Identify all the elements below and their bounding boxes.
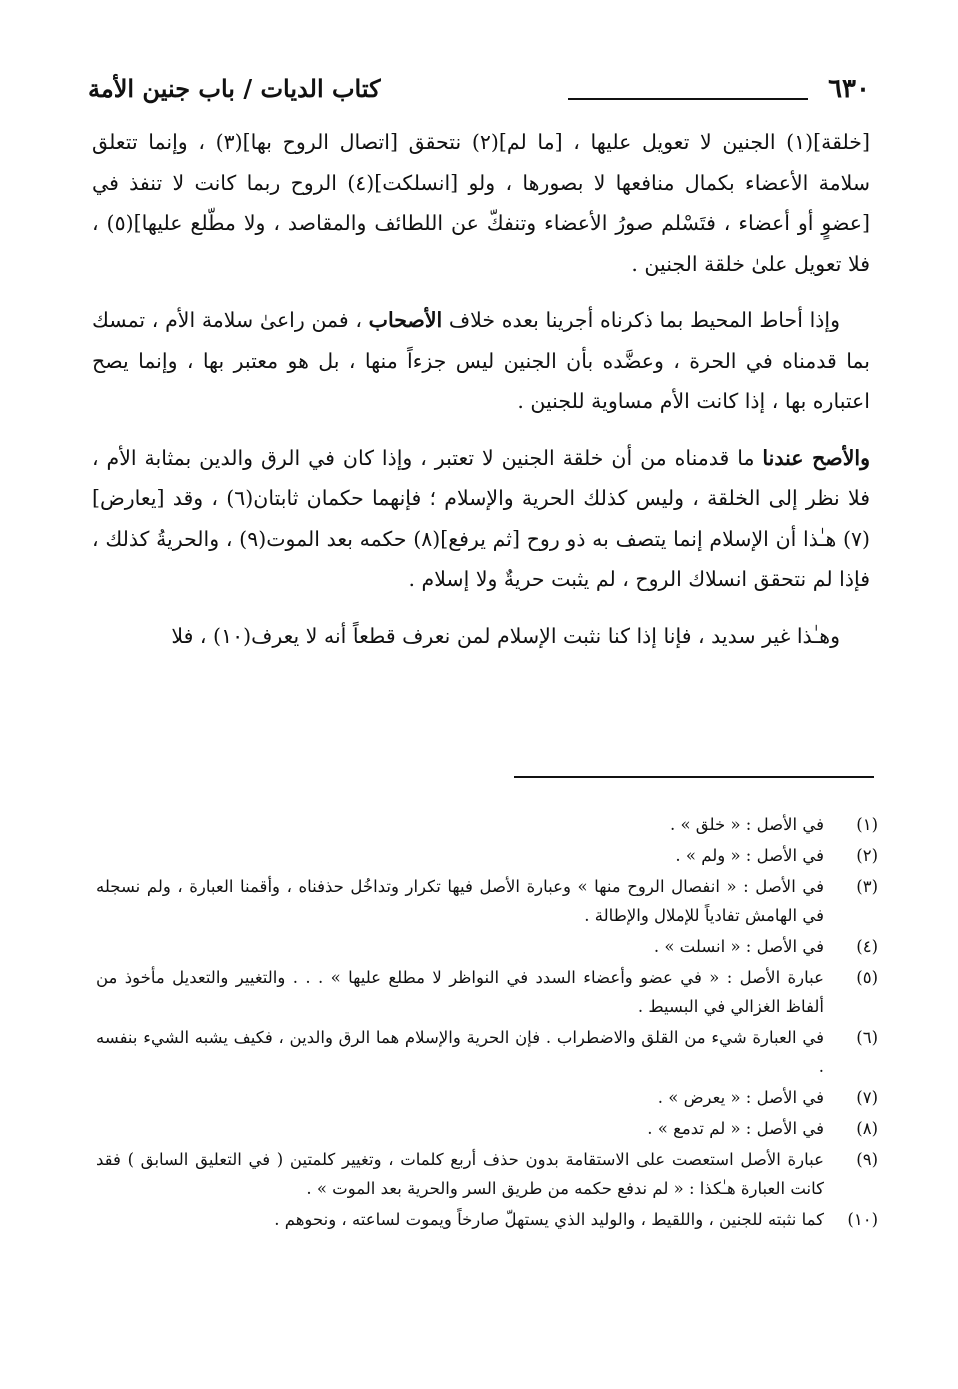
footnote-text: في العبارة شيء من القلق والاضطراب . فإن الحرية والإسلام هما الرق والدين ، فكيف يشبه الشيء بنفسه .: [96, 1028, 824, 1076]
footnote-3: [96, 872, 878, 930]
paragraph-2: [92, 300, 870, 422]
footnote-number: (٣): [856, 877, 878, 896]
footnote-8: [96, 1114, 878, 1143]
footnote-number: (٢): [856, 846, 878, 865]
paragraph-2-rest: ، فمن راعىٰ سلامة الأم ، تمسك بما قدمناه في الحرة ، وعضَّده بأن الجنين ليس جزءاً منها ، بل هو معتبر بها ، وإنما يصح اعتباره بها ، إذا كانت الأم مساوية للجنين .: [92, 308, 870, 413]
footnote-separator: [514, 776, 874, 778]
footnote-number: (٧): [856, 1088, 878, 1107]
footnote-text: عبارة الأصل : « في عضو وأعضاء السدد في النواظر لا مطلع عليها » . . . والتغيير والتعديل مأخوذ من ألفاظ الغزالي في البسيط .: [96, 968, 824, 1016]
footnote-1: [96, 810, 878, 839]
footnote-number: (٦): [856, 1028, 878, 1047]
footnote-number: (٤): [856, 937, 878, 956]
footnotes: [96, 810, 878, 1236]
footnote-7: [96, 1083, 878, 1112]
footnote-number: (١٠): [847, 1210, 878, 1229]
paragraph-4: وهـٰذا غير سديد ، فإنا إذا كنا نثبت الإسلام لمن نعرف قطعاً أنه لا يعرف(١٠) ، فلا: [171, 623, 840, 648]
page-number: ٦٣٠: [828, 74, 870, 104]
footnote-10: [96, 1205, 878, 1234]
footnote-text: في الأصل : « يعرض » .: [657, 1088, 824, 1107]
paragraph-2-bold: الأصحاب: [368, 308, 443, 332]
footnote-6: [96, 1023, 878, 1081]
footnote-text: في الأصل : « انسلت » .: [653, 937, 824, 956]
footnote-2: [96, 841, 878, 870]
footnote-text: في الأصل : « لم تدمع » .: [647, 1119, 824, 1138]
paragraph-1: [خلقة](١) الجنين لا تعويل عليها ، [ما لم](٢) نتحقق [اتصال الروح بها](٣) ، وإنما تتعلق سلامة الأعضاء بكمال منافعها لا بصورها ، ولو [انسلكت](٤) الروح ربما كانت لا تنفذ في [عضوٍ أو أعضاء ، فتَسْلم صورُ الأعضاء وتنفكّ عن اللطائف والمقاصد ، ولا مطّلع عليها](٥) ، فلا تعويل علىٰ خلقة الجنين .: [92, 130, 871, 276]
footnote-text: كما نثبته للجنين ، واللقيط ، والوليد الذي يستهلّ صارخاً ويموت لساعته ، ونحوهم .: [274, 1210, 824, 1229]
footnote-text: في الأصل : « انفصال الروح منها » وعبارة الأصل فيها تكرار وتداخُل حذفناه ، وأقمنا العبارة ، ولم نسجله في الهامش تفادياً للإملال والإطالة .: [96, 877, 824, 925]
footnote-4: [96, 932, 878, 961]
header-rule: [568, 98, 808, 100]
footnote-9: [96, 1145, 878, 1203]
footnote-number: (٥): [856, 968, 878, 987]
paragraph-3: [92, 438, 870, 600]
page-header: [88, 72, 870, 112]
footnote-text: عبارة الأصل استعصت على الاستقامة بدون حذف أربع كلمات ، وتغيير كلمتين ( في التعليق السابق ) فقد كانت العبارة هـٰكذا : « لم ندفع حكمه من طريق السر والحرية بعد الموت » .: [96, 1150, 824, 1198]
footnote-text: في الأصل : « ولم » .: [675, 846, 824, 865]
footnote-number: (٩): [856, 1150, 878, 1169]
paragraph-3-rest: ما قدمناه من أن خلقة الجنين لا تعتبر ، وإذا كان في الرق والدين بمثابة الأم ، فلا نظر إلى الخلقة ، وليس كذلك الحرية والإسلام ؛ فإنهما حكمان ثابتان(٦) ، وقد [يعارض](٧) هـٰذا أن الإسلام إنما يتصف به ذو روح [ثم يرفع](٨) حكمه بعد الموت(٩) ، والحريةُ كذلك ، فإذا لم نتحقق انسلاك الروح ، لم يثبت حريةٌ ولا إسلام .: [92, 445, 871, 591]
running-title: كتاب الديات / باب جنين الأمة: [88, 74, 381, 103]
footnote-number: (٨): [856, 1119, 878, 1138]
footnote-number: (١): [856, 815, 878, 834]
main-text: [92, 122, 870, 672]
paragraph-2-lead: وإذا أحاط المحيط بما ذكرناه أجرينا بعده خلاف: [442, 308, 840, 332]
footnote-5: [96, 963, 878, 1021]
paragraph-3-bold: والأصح عندنا: [762, 445, 870, 470]
footnote-text: في الأصل : « خلق » .: [669, 815, 824, 834]
